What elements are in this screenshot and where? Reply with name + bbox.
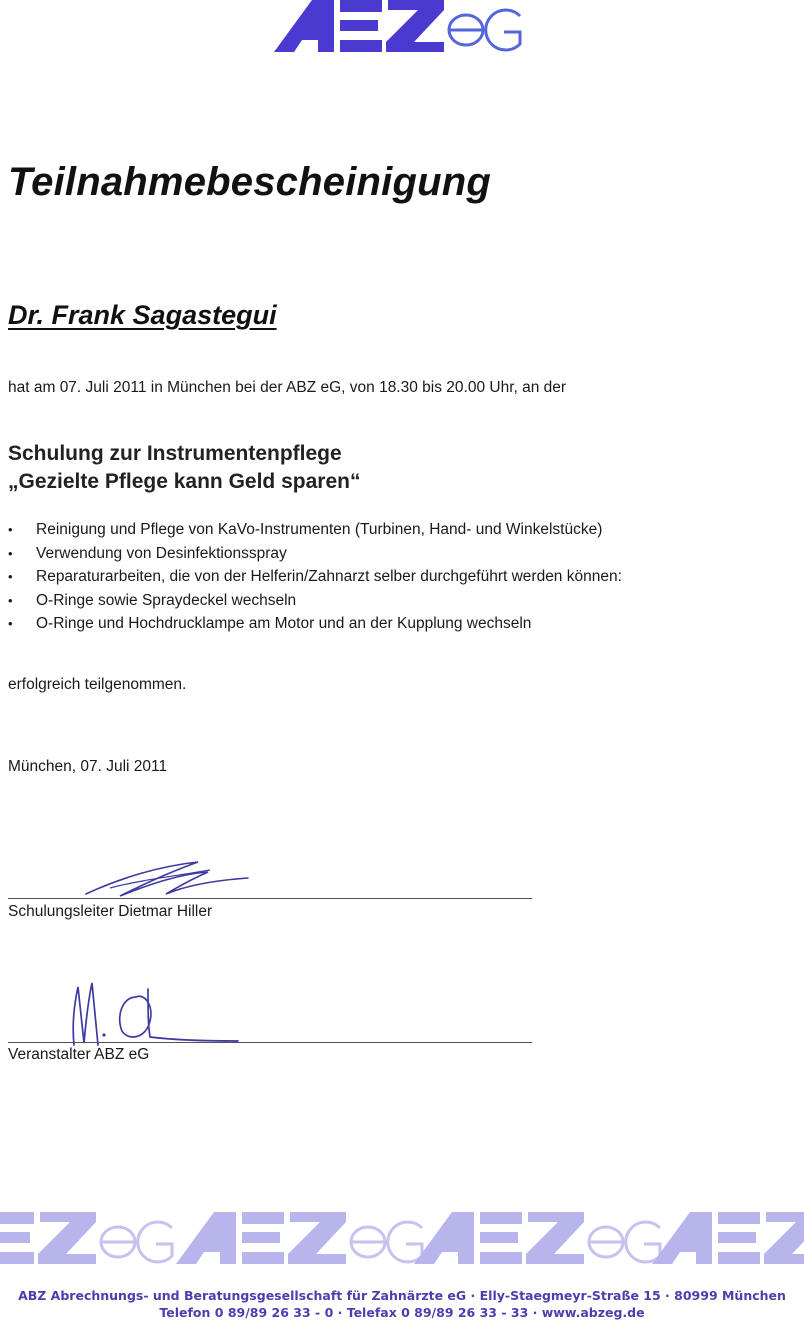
course-title-line: Schulung zur Instrumentenpflege — [8, 442, 342, 465]
topic-item: • O-Ringe und Hochdrucklampe am Motor und an der Kupplung wechseln — [8, 612, 622, 636]
course-subtitle-line: „Gezielte Pflege kann Geld sparen“ — [8, 470, 361, 493]
signature-hiller-icon — [80, 858, 260, 902]
topic-list — [8, 518, 622, 636]
signature-organizer-icon — [66, 975, 246, 1049]
footer-contact — [0, 1287, 804, 1321]
footer-phone: Telefon 0 89/89 26 33 - 0 · Telefax 0 89/89 26 33 - 33 · www.abzeg.de — [159, 1305, 645, 1320]
intro-text: hat am 07. Juli 2011 in München bei der ABZ eG, von 18.30 bis 20.00 Uhr, an der — [8, 379, 567, 396]
signature-label-training-lead: Schulungsleiter Dietmar Hiller — [8, 903, 213, 920]
course-title — [8, 440, 360, 496]
signature-line — [8, 898, 532, 899]
footer-address: ABZ Abrechnungs- und Beratungsgesellschaft für Zahnärzte eG · Elly-Staegmeyr-Straße 15 · 80999 München — [18, 1288, 786, 1303]
signature-line — [8, 1042, 532, 1043]
signature-label-organizer: Veranstalter ABZ eG — [8, 1046, 150, 1063]
topic-item: • O-Ringe sowie Spraydeckel wechseln — [8, 589, 622, 613]
result-text: erfolgreich teilgenommen. — [8, 676, 187, 693]
topic-item: • Reinigung und Pflege von KaVo-Instrumenten (Turbinen, Hand- und Winkelstücke) — [8, 518, 622, 542]
topic-item: • Verwendung von Desinfektionsspray — [8, 542, 622, 566]
abz-logo-icon — [272, 0, 526, 56]
footer-logo-band-icon — [0, 1208, 804, 1268]
place-date: München, 07. Juli 2011 — [8, 758, 168, 775]
topic-item: • Reparaturarbeiten, die von der Helferin/Zahnarzt selber durchgeführt werden können: — [8, 565, 622, 589]
recipient-name: Dr. Frank Sagastegui — [8, 300, 277, 330]
certificate-title: Teilnahmebescheinigung — [8, 160, 491, 204]
